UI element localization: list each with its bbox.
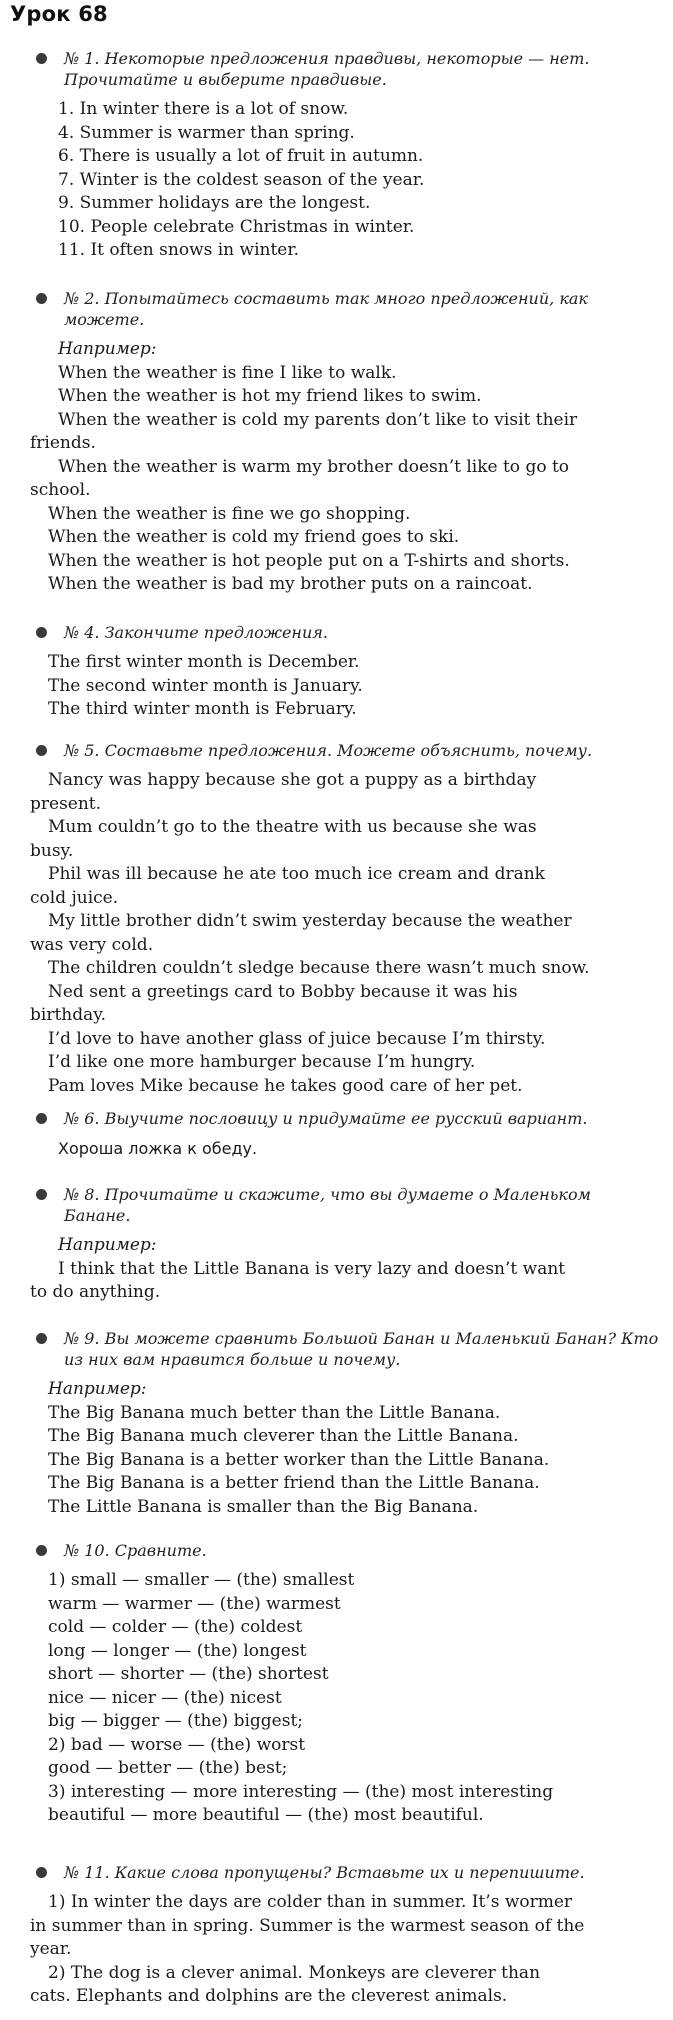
- text-line: When the weather is fine I like to walk.: [58, 362, 397, 383]
- text-line: year.: [30, 1939, 72, 1959]
- task-body: [0, 1378, 673, 1519]
- text-line: The first winter month is December.: [48, 652, 360, 672]
- text-line: in summer than in spring. Summer is the warmest season of the: [30, 1915, 585, 1936]
- text-line: When the weather is cold my parents don’t like to visit their: [58, 409, 578, 430]
- bullet-icon: [36, 627, 47, 638]
- text-line: 2) The dog is a clever animal. Monkeys are cleverer than: [48, 1962, 541, 1983]
- text-line: school.: [30, 480, 91, 500]
- text-line: 1. In winter there is a lot of snow.: [58, 99, 349, 119]
- task-heading: № 8. Прочитайте и скажите, что вы думаете о Маленьком Банане.: [0, 1184, 673, 1226]
- bullet-icon: [36, 1333, 47, 1344]
- text-line: Pam loves Mike because he takes good care of her pet.: [48, 1075, 523, 1096]
- text-line: The Big Banana is a better friend than the Little Banana.: [48, 1473, 540, 1493]
- task-heading: № 5. Составьте предложения. Можете объяснить, почему.: [0, 740, 673, 761]
- task-heading: № 1. Некоторые предложения правдивы, некоторые — нет. Прочитайте и выберите правдивые.: [0, 48, 673, 90]
- text-line: cold — colder — (the) coldest: [48, 1617, 303, 1637]
- text-line: Ned sent a greetings card to Bobby because it was his: [48, 981, 518, 1002]
- task-5: [0, 740, 673, 1098]
- text-line: Phil was ill because he ate too much ice cream and drank: [48, 864, 545, 884]
- text-line: When the weather is warm my brother doesn’t like to go to: [58, 456, 570, 477]
- text-line: 1) In winter the days are colder than in summer. It’s wormer: [48, 1892, 573, 1912]
- text-line: 10. People celebrate Christmas in winter.: [58, 216, 415, 237]
- task-heading: № 11. Какие слова пропущены? Вставьте их и перепишите.: [0, 1862, 673, 1883]
- task-heading: № 2. Попытайтесь составить так много предложений, как можете.: [0, 288, 673, 330]
- bullet-icon: [36, 745, 47, 756]
- text-line: I’d love to have another glass of juice because I’m thirsty.: [48, 1028, 546, 1049]
- text-line: cats. Elephants and dolphins are the cleverest animals.: [30, 1986, 508, 2006]
- text-line: When the weather is fine we go shopping.: [48, 503, 411, 524]
- text-line: When the weather is hot people put on a T-shirts and shorts.: [48, 550, 570, 571]
- task-1: [0, 48, 673, 263]
- task-body: [0, 98, 673, 263]
- text-line: long — longer — (the) longest: [48, 1640, 307, 1661]
- text-line: When the weather is hot my friend likes to swim.: [58, 386, 482, 406]
- text-line: The Big Banana much better than the Little Banana.: [48, 1402, 501, 1423]
- text-line: I think that the Little Banana is very lazy and doesn’t want: [58, 1258, 566, 1279]
- task-heading: № 6. Выучите пословицу и придумайте ее русский вариант.: [0, 1108, 673, 1129]
- text-line: 9. Summer holidays are the longest.: [58, 193, 371, 213]
- text-line: 1) small — smaller — (the) smallest: [48, 1570, 355, 1590]
- task-body: [0, 1234, 673, 1305]
- text-line: short — shorter — (the) shortest: [48, 1664, 329, 1684]
- lesson-title: Урок 68: [10, 2, 108, 26]
- text-line: The second winter month is January.: [48, 675, 363, 696]
- text-line: friends.: [30, 433, 96, 453]
- text-line: warm — warmer — (the) warmest: [48, 1593, 341, 1614]
- task-body: [0, 1891, 673, 2009]
- text-line: cold juice.: [30, 887, 119, 908]
- task-2: [0, 288, 673, 597]
- text-line: The Big Banana much cleverer than the Little Banana.: [48, 1426, 519, 1446]
- text-line: The Big Banana is a better worker than the Little Banana.: [48, 1449, 550, 1470]
- example-label: Например:: [58, 339, 157, 359]
- text-line: The children couldn’t sledge because there wasn’t much snow.: [48, 958, 590, 978]
- text-line: 7. Winter is the coldest season of the year.: [58, 169, 425, 190]
- bullet-icon: [36, 1189, 47, 1200]
- text-line: I’d like one more hamburger because I’m hungry.: [48, 1052, 476, 1072]
- task-body: [0, 338, 673, 597]
- bullet-icon: [36, 293, 47, 304]
- text-line: good — better — (the) best;: [48, 1758, 288, 1778]
- text-line: birthday.: [30, 1005, 106, 1025]
- task-body: [0, 651, 673, 722]
- text-line: present.: [30, 793, 102, 814]
- task-9: [0, 1328, 673, 1519]
- text-line: to do anything.: [30, 1282, 161, 1302]
- task-heading: № 9. Вы можете сравнить Большой Банан и Маленький Банан? Кто из них вам нравится больше и почему.: [0, 1328, 673, 1370]
- task-11: [0, 1862, 673, 2009]
- task-heading: № 4. Закончите предложения.: [0, 622, 673, 643]
- task-body: [0, 1569, 673, 1828]
- text-line: was very cold.: [30, 934, 154, 955]
- proverb-line: Хороша ложка к обеду.: [58, 1139, 258, 1158]
- text-line: 3) interesting — more interesting — (the) most interesting: [48, 1781, 554, 1802]
- example-label: Например:: [48, 1379, 147, 1399]
- text-line: 2) bad — worse — (the) worst: [48, 1734, 306, 1755]
- text-line: 11. It often snows in winter.: [58, 240, 300, 260]
- text-line: nice — nicer — (the) nicest: [48, 1687, 282, 1708]
- text-line: Mum couldn’t go to the theatre with us because she was: [48, 817, 537, 837]
- text-line: 4. Summer is warmer than spring.: [58, 122, 355, 143]
- text-line: When the weather is bad my brother puts on a raincoat.: [48, 574, 533, 594]
- task-10: [0, 1540, 673, 1828]
- text-line: big — bigger — (the) biggest;: [48, 1711, 304, 1731]
- text-line: 6. There is usually a lot of fruit in autumn.: [58, 146, 424, 166]
- bullet-icon: [36, 1113, 47, 1124]
- task-body: [0, 1137, 673, 1161]
- text-line: beautiful — more beautiful — (the) most beautiful.: [48, 1805, 484, 1825]
- text-line: busy.: [30, 840, 74, 861]
- text-line: My little brother didn’t swim yesterday because the weather: [48, 911, 572, 931]
- text-line: When the weather is cold my friend goes to ski.: [48, 527, 460, 547]
- text-line: The Little Banana is smaller than the Big Banana.: [48, 1496, 479, 1517]
- bullet-icon: [36, 53, 47, 64]
- bullet-icon: [36, 1545, 47, 1556]
- task-heading: № 10. Сравните.: [0, 1540, 673, 1561]
- task-6: [0, 1108, 673, 1161]
- task-4: [0, 622, 673, 722]
- task-body: [0, 769, 673, 1098]
- bullet-icon: [36, 1867, 47, 1878]
- text-line: Nancy was happy because she got a puppy as a birthday: [48, 770, 537, 790]
- task-8: [0, 1184, 673, 1305]
- example-label: Например:: [58, 1235, 157, 1255]
- text-line: The third winter month is February.: [48, 699, 357, 719]
